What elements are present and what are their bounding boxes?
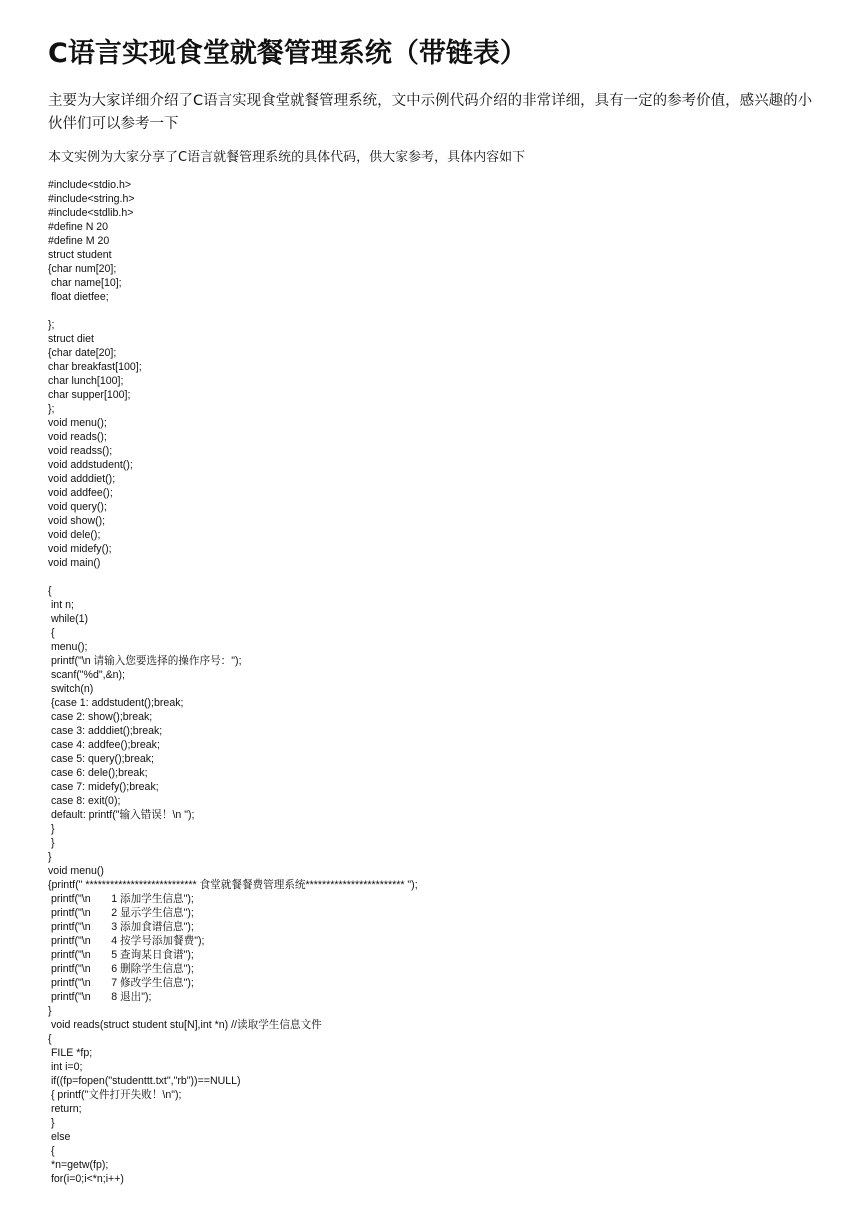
code-line: char lunch[100]; — [48, 375, 124, 387]
code-line: void addstudent(); — [48, 459, 133, 471]
code-line: for(i=0;i<*n;i++) — [48, 1173, 124, 1185]
article-summary: 主要为大家详细介绍了C语言实现食堂就餐管理系统，文中示例代码介绍的非常详细，具有一定的参考价值，感兴趣的小伙伴们可以参考一下 — [48, 93, 813, 132]
code-line: FILE *fp; — [48, 1047, 93, 1059]
code-line: void reads(); — [48, 431, 107, 443]
code-line: printf("\n 6 删除学生信息"); — [48, 963, 194, 975]
code-line: #include<stdio.h> — [48, 179, 132, 191]
code-line: struct diet — [48, 333, 94, 345]
code-line: }; — [48, 403, 55, 415]
code-line: printf("\n 1 添加学生信息"); — [48, 893, 194, 905]
code-line: printf("\n 7 修改学生信息"); — [48, 977, 194, 989]
code-line: #include<string.h> — [48, 193, 135, 205]
code-line: *n=getw(fp); — [48, 1159, 109, 1171]
code-line: } — [48, 837, 55, 849]
code-line: {case 1: addstudent();break; — [48, 697, 184, 709]
code-line: {char num[20]; — [48, 263, 117, 275]
code-line: printf("\n 8 退出"); — [48, 991, 152, 1003]
code-line: void menu(); — [48, 417, 107, 429]
code-line: { — [48, 1145, 55, 1157]
code-line: printf("\n 5 查询某日食谱"); — [48, 949, 194, 961]
code-line: char breakfast[100]; — [48, 361, 142, 373]
code-line: switch(n) — [48, 683, 94, 695]
code-block — [48, 178, 820, 1186]
code-line: menu(); — [48, 641, 88, 653]
code-line: return; — [48, 1103, 82, 1115]
code-line: case 6: dele();break; — [48, 767, 148, 779]
code-line — [48, 304, 820, 318]
code-line: { printf("文件打开失败！\n"); — [48, 1089, 182, 1101]
code-line: {char date[20]; — [48, 347, 117, 359]
code-line: char name[10]; — [48, 277, 122, 289]
article — [48, 36, 820, 1186]
code-line: void show(); — [48, 515, 106, 527]
code-line: while(1) — [48, 613, 89, 625]
code-line: printf("\n 请输入您要选择的操作序号："); — [48, 655, 242, 667]
code-line: case 5: query();break; — [48, 753, 154, 765]
code-line: float dietfee; — [48, 291, 109, 303]
code-line: printf("\n 4 按学号添加餐费"); — [48, 935, 205, 947]
code-line: case 7: midefy();break; — [48, 781, 159, 793]
code-line: } — [48, 823, 55, 835]
code-line: { — [48, 585, 52, 597]
code-line: case 4: addfee();break; — [48, 739, 160, 751]
article-title: C语言实现食堂就餐管理系统（带链表） — [48, 38, 527, 69]
code-line: } — [48, 851, 52, 863]
code-line: #include<stdlib.h> — [48, 207, 134, 219]
code-line: void midefy(); — [48, 543, 112, 555]
code-line: int i=0; — [48, 1061, 83, 1073]
code-line: printf("\n 3 添加食谱信息"); — [48, 921, 194, 933]
code-line: #define M 20 — [48, 235, 110, 247]
code-line: int n; — [48, 599, 74, 611]
code-line: printf("\n 2 显示学生信息"); — [48, 907, 194, 919]
code-line: struct student — [48, 249, 112, 261]
code-line — [48, 570, 820, 584]
code-line: {printf(" *************************** 食堂就餐餐费管理系统************************ "); — [48, 879, 418, 891]
code-line: void dele(); — [48, 529, 101, 541]
code-line: char supper[100]; — [48, 389, 131, 401]
code-line: default: printf("输入错误！\n "); — [48, 809, 195, 821]
code-line: }; — [48, 319, 55, 331]
code-line: case 3: adddiet();break; — [48, 725, 163, 737]
code-line: } — [48, 1005, 52, 1017]
code-line: #define N 20 — [48, 221, 109, 233]
code-line: void adddiet(); — [48, 473, 116, 485]
code-line: void addfee(); — [48, 487, 113, 499]
code-line: void main() — [48, 557, 101, 569]
code-line: void query(); — [48, 501, 107, 513]
code-line: } — [48, 1117, 55, 1129]
code-line: if((fp=fopen("studenttt.txt","rb"))==NULL) — [48, 1075, 241, 1087]
code-line: void reads(struct student stu[N],int *n) //读取学生信息文件 — [48, 1019, 322, 1031]
code-line: else — [48, 1131, 71, 1143]
code-line: { — [48, 627, 55, 639]
article-intro: 本文实例为大家分享了C语言就餐管理系统的具体代码，供大家参考，具体内容如下 — [48, 150, 526, 165]
code-line: void readss(); — [48, 445, 113, 457]
code-line: void menu() — [48, 865, 104, 877]
code-line: { — [48, 1033, 52, 1045]
code-line: case 8: exit(0); — [48, 795, 121, 807]
code-line: case 2: show();break; — [48, 711, 153, 723]
code-line: scanf("%d",&n); — [48, 669, 125, 681]
